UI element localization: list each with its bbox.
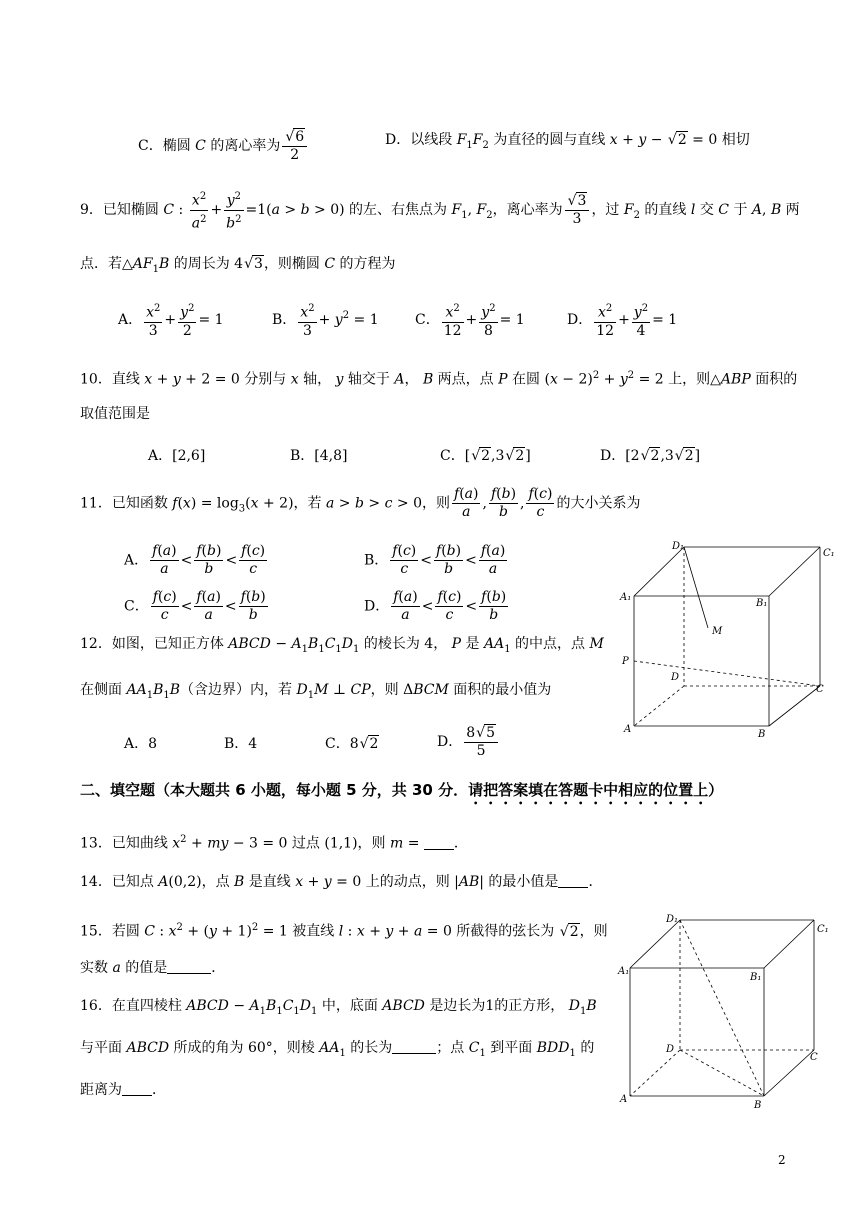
q10-option-a: A．[2,6] [148, 448, 206, 464]
prism-figure-2 [616, 910, 836, 1110]
q15-line2: 实数 a 的值是 ． [80, 960, 226, 976]
q11-option-c: C． $\frac{f(c)}{c}$ < $\frac{f(a)}{a}$ < $\frac{f(b)}{b}$ [124, 589, 266, 623]
fig2-label-c1: C₁ [817, 924, 829, 935]
fig1-label-b: B [758, 729, 766, 740]
fig1-label-p: P [622, 656, 629, 667]
q9-option-b: B． $\frac{x^2}{3}$ + $y^2 = 1$ [272, 300, 379, 340]
q8-option-d: D．以线段 $F_1F_2$ 为直径的圆与直线 x + y − √ 2 = 0 相切 [385, 130, 750, 156]
q14-stem: 14．已知点 A(0,2)，点 B 是直线 x + y = 0 上的动点，则 |AB| 的最小值是 ． [80, 874, 603, 890]
fig2-label-b1: B₁ [750, 972, 762, 983]
q12-stem-line1: 12．如图，已知正方体 ABCD − $A_1B_1C_1D_1$ 的棱长为 4， P 是 $AA_1$ 的中点，点 M [80, 636, 604, 655]
q15-line1: 15．若圆 C : $x^2 + (y + 1)^2 = 1$ 被直线 l : x + y + a = 0 所截得的弦长为 √ 2，则 [80, 918, 608, 942]
page-number: 2 [778, 1153, 786, 1167]
q9-stem-line1: 9．已知椭圆 C : $\frac{x^2}{a^2}$ + $\frac{y^2}{b^2}$ =1(a > b > 0) 的左、右焦点为 $F_1$, $F_2$，离心率为 √ $\frac{3}{3}$ ，过 $F_2$ 的直线 l 交 C 于 A, B 两 [80, 188, 800, 232]
q9-option-a: A． $\frac{x^2}{3}$ + $\frac{y^2}{2}$ = 1 [118, 300, 224, 340]
fig1-label-c1: C₁ [823, 548, 835, 559]
fig1-label-c: C [816, 684, 824, 695]
q9-stem-line2: 点．若$\triangle AF_1B$ 的周长为 4√ 3，则椭圆 C 的方程为 [80, 254, 396, 280]
q12-option-d: D． $\frac{8√ 5}{5}$ [437, 724, 500, 760]
q11-option-b: B． $\frac{f(c)}{c}$ < $\frac{f(b)}{b}$ < $\frac{f(a)}{a}$ [364, 543, 506, 577]
q12-stem-line2: 在侧面 $AA_1B_1B$（含边界）内，若 $D_1M$ ⊥ CP，则 ΔBCM 面积的最小值为 [80, 682, 552, 701]
q16-line2: 与平面 ABCD 所成的角为 60°，则棱 $AA_1$ 的长为 ；点 $C_1$ 到平面 $BDD_1$ 的 [80, 1040, 595, 1059]
q12-option-c: C．8√ 2 [325, 734, 379, 754]
fig1-label-a1: A₁ [620, 592, 632, 603]
q11-option-a: A． $\frac{f(a)}{a}$ < $\frac{f(b)}{b}$ < $\frac{f(c)}{c}$ [124, 543, 266, 577]
fig2-label-b: B [754, 1100, 762, 1110]
fig2-label-d1: D₁ [666, 914, 679, 925]
q10-option-d: D．[2√ 2,3√ 2] [600, 446, 700, 466]
fig1-label-d: D [671, 672, 680, 683]
fig2-label-a1: A₁ [618, 966, 630, 977]
fig2-label-a: A [620, 1094, 628, 1105]
fig1-label-b1: B₁ [756, 598, 768, 609]
q8-option-c: C．椭圆 C 的离心率为 √ $\frac{6}{2}$ [138, 128, 309, 164]
q10-option-b: B．[4,8] [290, 448, 348, 464]
q10-option-c: C．[√ 2,3√ 2] [440, 446, 531, 466]
q10-stem-line1: 10．直线 x + y + 2 = 0 分别与 x 轴， y 轴交于 A， B 两点，点 P 在圆 $(x - 2)^2 + y^2 = 2$ 上，则△ABP 面积的 [80, 370, 798, 388]
fig2-label-c: C [810, 1052, 818, 1063]
cube-figure-1 [616, 540, 836, 740]
section2-title: 二、填空题（本大题共 6 小题，每小题 5 分，共 30 分．请把答案填在答题卡中相应的位置上） [80, 781, 724, 799]
q16-line1: 16．在直四棱柱 ABCD − $A_1B_1C_1D_1$ 中，底面 ABCD 是边长为1的正方形， $D_1B$ [80, 998, 597, 1017]
q11-stem: 11．已知函数 $f(x) = \log_3(x + 2)$，若 a > b > c > 0，则 $\frac{f(a)}{a}$ , $\frac{f(b)}{b}$ , $\frac{f(c)}{c}$ 的大小关系为 [80, 486, 641, 520]
fig1-label-d1: D₁ [672, 541, 685, 552]
q9-option-d: D． $\frac{x^2}{12}$ + $\frac{y^2}{4}$ = 1 [567, 300, 677, 340]
q16-line3: 距离为 ． [80, 1082, 166, 1098]
fig1-label-a: A [624, 724, 632, 735]
fig2-label-d: D [666, 1044, 675, 1055]
q12-option-a: A．8 [124, 736, 158, 752]
q9-option-c: C． $\frac{x^2}{12}$ + $\frac{y^2}{8}$ = 1 [415, 300, 525, 340]
q12-option-b: B．4 [224, 736, 258, 752]
fig1-label-m: M [712, 626, 723, 637]
q13-stem: 13．已知曲线 $x^2$ + my − 3 = 0 过点 (1,1)，则 m = ． [80, 834, 468, 852]
q10-stem-line2: 取值范围是 [80, 406, 150, 422]
q11-option-d: D． $\frac{f(a)}{a}$ < $\frac{f(c)}{c}$ < $\frac{f(b)}{b}$ [364, 589, 507, 623]
